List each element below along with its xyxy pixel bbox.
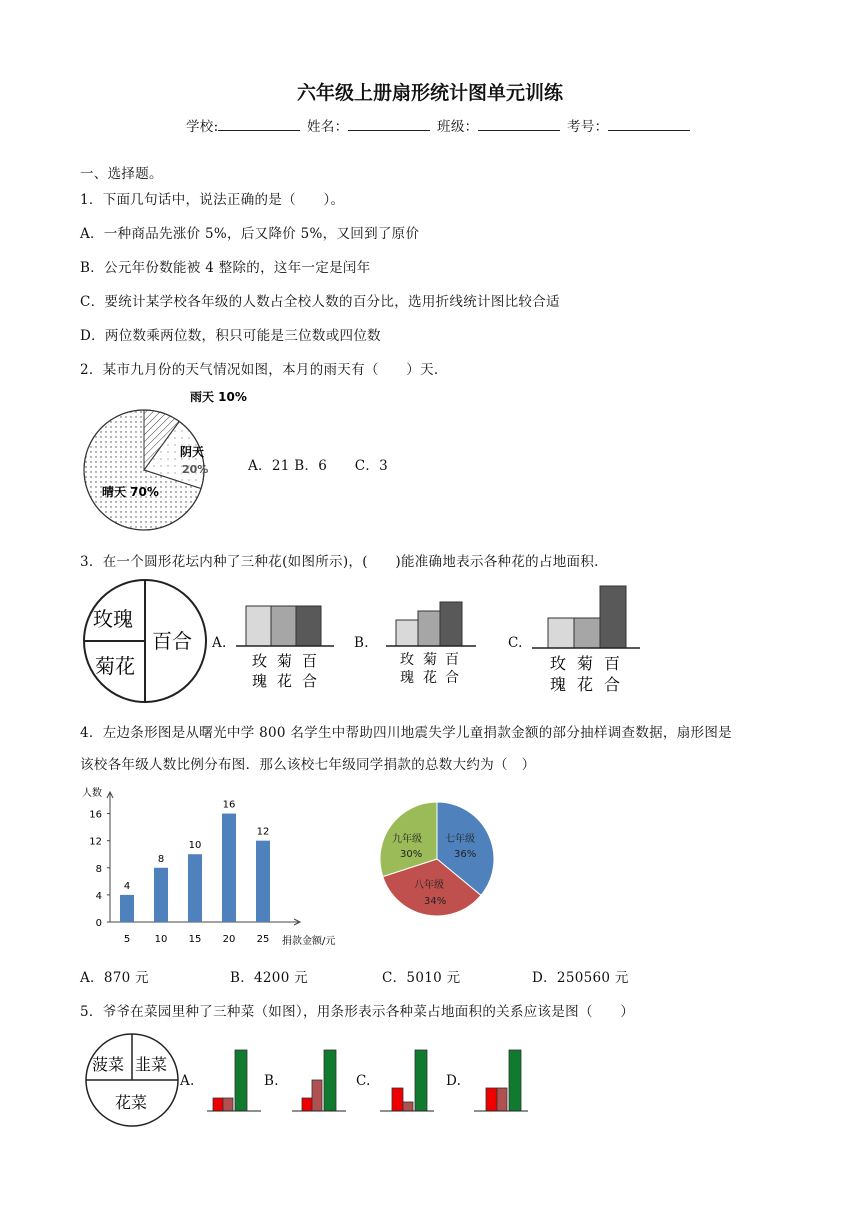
q2-options: A．21 B．6 C．3 bbox=[248, 458, 389, 474]
bar-value-label: 12 bbox=[256, 826, 270, 838]
grade-pie-pct-7: 36% bbox=[454, 849, 477, 860]
page-title: 六年级上册扇形统计图单元训练 bbox=[296, 82, 563, 104]
veg-cauliflower-label: 花菜 bbox=[115, 1093, 148, 1112]
class-label: 班级： bbox=[437, 119, 479, 135]
q4-option-b: B．4200 元 bbox=[230, 970, 308, 986]
pie-label-rain: 雨天 10% bbox=[190, 390, 247, 404]
q4-option-c: C．5010 元 bbox=[382, 970, 461, 986]
bar-y-tick-label: 0 bbox=[95, 918, 102, 929]
q4-option-a: A．870 元 bbox=[80, 970, 149, 986]
q4-stem-line1: 4．左边条形图是从曙光中学 800 名学生中帮助四川地震失学儿童捐款金额的部分抽样调查数据，扇形图是 bbox=[80, 725, 732, 741]
q5-option-a: A. bbox=[180, 1073, 195, 1089]
bar-y-tick-label: 12 bbox=[89, 836, 102, 848]
q3-option-c: C. bbox=[508, 635, 523, 651]
bar-category-label: 20 bbox=[222, 934, 236, 945]
q1-stem: 1．下面几句话中，说法正确的是（ ）。 bbox=[80, 192, 345, 208]
q5-bar-b bbox=[290, 1046, 350, 1114]
section-heading: 一、选择题。 bbox=[80, 166, 163, 182]
bar-25 bbox=[256, 841, 270, 922]
xlabel-rose-2: 瑰 bbox=[252, 672, 268, 690]
weather-pie-chart bbox=[78, 384, 247, 536]
xlabel-lily-1: 百 bbox=[302, 652, 318, 670]
flower-chrysanthemum-label: 菊花 bbox=[95, 654, 135, 678]
bar-5 bbox=[120, 895, 134, 922]
flower-lily-label: 百合 bbox=[152, 629, 192, 653]
q3-bar-b bbox=[380, 594, 490, 690]
flowerbed-circle bbox=[80, 578, 210, 704]
bar-category-label: 15 bbox=[188, 934, 202, 945]
pie-label-cloudy: 阴天 bbox=[180, 445, 205, 459]
student-info-line bbox=[186, 115, 692, 135]
xlabel-rose-2: 瑰 bbox=[550, 675, 567, 694]
bar-20 bbox=[222, 814, 236, 922]
xlabel-rose-1: 玫 bbox=[400, 652, 414, 668]
bar-category-label: 10 bbox=[154, 934, 168, 945]
grade-pie-label-9: 九年级 bbox=[392, 834, 422, 845]
grade-pie-chart bbox=[372, 786, 496, 926]
bar-value-label: 8 bbox=[157, 853, 165, 865]
xlabel-chrys-2: 花 bbox=[277, 672, 293, 690]
exam-no-blank[interactable] bbox=[608, 118, 690, 131]
pie-label-sunny: 晴天 70% bbox=[102, 485, 159, 499]
q5-option-c: C. bbox=[356, 1073, 371, 1089]
xlabel-lily-2: 合 bbox=[302, 672, 318, 690]
xlabel-chrys-1: 菊 bbox=[277, 652, 293, 670]
xlabel-lily-2: 合 bbox=[445, 670, 459, 686]
bar-15 bbox=[188, 854, 202, 922]
grade-pie-label-8: 八年级 bbox=[414, 880, 444, 891]
q3-bar-c bbox=[528, 580, 648, 696]
grade-pie-pct-9: 30% bbox=[400, 849, 423, 860]
xlabel-lily-1: 百 bbox=[445, 652, 459, 668]
name-blank[interactable] bbox=[348, 118, 430, 131]
grade-pie-pct-8: 34% bbox=[424, 896, 447, 907]
q4-stem-line2: 该校各年级人数比例分布图．那么该校七年级同学捐款的总数大约为（ ） bbox=[80, 757, 536, 773]
bar-10 bbox=[154, 868, 168, 922]
xlabel-rose-1: 玫 bbox=[550, 654, 567, 673]
q3-option-b: B. bbox=[354, 635, 369, 651]
bar-y-tick-label: 16 bbox=[89, 809, 102, 821]
xlabel-chrys-2: 花 bbox=[577, 675, 594, 694]
school-label: 学校: bbox=[186, 119, 219, 135]
xlabel-rose-1: 玫 bbox=[252, 652, 268, 670]
bar-category-label: 25 bbox=[256, 934, 270, 945]
class-blank[interactable] bbox=[478, 118, 560, 131]
exam-no-label: 考号： bbox=[567, 119, 609, 135]
q5-stem: 5．爷爷在菜园里种了三种菜（如图），用条形表示各种菜占地面积的关系应该是图（ ） bbox=[80, 1004, 635, 1020]
q5-bar-c bbox=[378, 1046, 438, 1114]
veg-spinach-label: 菠菜 bbox=[92, 1055, 125, 1074]
q1-option-c: C．要统计某学校各年级的人数占全校人数的百分比，选用折线统计图比较合适 bbox=[80, 294, 560, 310]
bar-y-tick-label: 8 bbox=[95, 863, 102, 875]
q4-option-d: D．250560 元 bbox=[532, 970, 629, 986]
q1-option-b: B．公元年份数能被 4 整除的，这年一定是闰年 bbox=[80, 260, 371, 276]
bar-value-label: 10 bbox=[188, 840, 202, 852]
grade-pie-label-7: 七年级 bbox=[445, 834, 475, 845]
veg-chives-label: 韭菜 bbox=[135, 1055, 168, 1074]
donation-bar-chart bbox=[80, 782, 380, 952]
bar-y-tick-label: 4 bbox=[95, 890, 102, 902]
q1-option-a: A．一种商品先涨价 5%，后又降价 5%，又回到了原价 bbox=[80, 226, 420, 242]
q5-bar-d bbox=[472, 1046, 532, 1114]
q1-option-d: D．两位数乘两位数，积只可能是三位数或四位数 bbox=[80, 328, 381, 344]
xlabel-chrys-1: 菊 bbox=[423, 652, 437, 668]
pie-label-cloudy-pct: 20% bbox=[182, 463, 209, 476]
q3-option-a: A. bbox=[212, 635, 227, 651]
bar-value-label: 16 bbox=[222, 799, 236, 811]
bar-category-label: 5 bbox=[123, 934, 131, 945]
name-label: 姓名： bbox=[307, 119, 349, 135]
xlabel-chrys-2: 花 bbox=[423, 670, 437, 686]
q3-bar-a bbox=[230, 598, 340, 694]
xlabel-chrys-1: 菊 bbox=[577, 654, 594, 673]
q5-bar-a bbox=[205, 1046, 265, 1114]
bar-xlabel: 捐款金额/元 bbox=[282, 936, 336, 947]
flower-rose-label: 玫瑰 bbox=[93, 607, 133, 631]
q2-stem: 2．某市九月份的天气情况如图，本月的雨天有（ ）天. bbox=[80, 362, 439, 378]
q3-stem: 3．在一个圆形花坛内种了三种花(如图所示)，( )能准确地表示各种花的占地面积. bbox=[80, 554, 599, 570]
bar-ylabel: 人数 bbox=[82, 788, 102, 799]
xlabel-rose-2: 瑰 bbox=[400, 670, 414, 686]
xlabel-lily-2: 合 bbox=[604, 675, 621, 694]
xlabel-lily-1: 百 bbox=[604, 654, 621, 673]
q5-option-b: B. bbox=[264, 1073, 279, 1089]
bar-value-label: 4 bbox=[123, 880, 131, 892]
q5-option-d: D. bbox=[446, 1073, 462, 1089]
school-blank[interactable] bbox=[218, 118, 300, 131]
garden-circle bbox=[82, 1032, 182, 1130]
